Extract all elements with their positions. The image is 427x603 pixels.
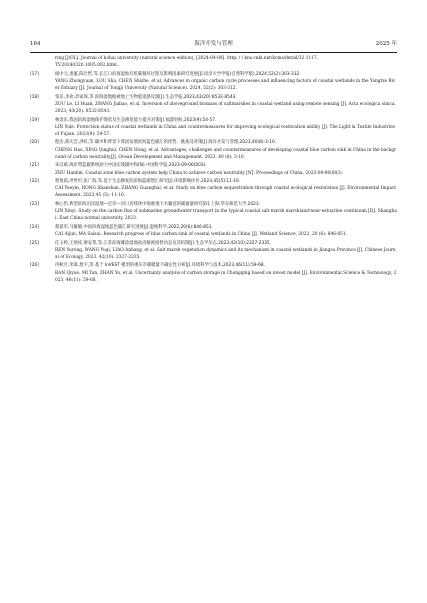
reference-entry: [30, 71, 397, 93]
reference-number: [23]: [30, 201, 39, 207]
reference-text-chinese: 林余乐.我国滨海湿地保护现状及生态修复能力提升对策[J].福建轻纺,2023(9):54-57.: [55, 117, 217, 123]
reference-number: [20]: [30, 140, 39, 146]
reference-entry: [30, 55, 397, 69]
running-header: [30, 40, 397, 50]
reference-number: [19]: [30, 117, 39, 123]
reference-text-english: CAI Aijun, MA Saisui. Research progress of blue carbon sink of coastal wetlands in China [J]. Wetland Science, 2022, 20 (6): 846-851.: [55, 232, 347, 238]
reference-number: [26]: [30, 263, 39, 269]
reference-text-chinese: 朱汉斌.海岸带蓝碳系统助力中国实现碳中和[N].中国科学报,2023-09-06(003).: [55, 163, 207, 169]
reference-entry: [30, 201, 397, 223]
reference-entry: [30, 117, 397, 139]
reference-text-english: LIN Yule. Protection status of coastal wetlands in China and countermeasures for improving ecological restoration ability [J]. The Light & Textile Industries of Fujian. 2023(9): 54-57.: [55, 124, 396, 137]
reference-entry: [30, 262, 397, 284]
reference-text-english: LIN Xinyi. Study on the carbon flux of submarine groundwater transport in the typical coastal salt marsh marshland-near-estuarine continuum [D]. Shanghai: East China normal university, 2023.: [55, 209, 397, 222]
reference-text-english: REN Yurong, WANG Yuqi, LIAO Anbang, et al. Salt marsh vegetation dynamics and its mechanism in coastal wetlands in Jiangsu Province [J]. Chinese Journal of Ecology, 2023, 42(10): 2327-2335.: [55, 247, 396, 260]
reference-text-english: YANG Zhongyuan, LOU Sha, CHEN Shizhe, et al. Advances in organic carbon cycle processes and influencing factors of coastal wetlands in the Yangtze River Estuary [J]. Journal of Tongji University (Natural Science). 2024, 52(2): 303-312.: [55, 78, 396, 92]
reference-number: [21]: [30, 163, 39, 169]
reference-entry: [30, 139, 397, 161]
reference-text-chinese: 蔡悦荫,洪世杉,张广海,等.基于生态修复的滨海蓝碳增汇研究[J].环境影响评价,2023,45(5):11-16.: [55, 179, 241, 185]
reference-number: [22]: [30, 179, 39, 185]
reference-text-chinese: 程浩,邢庆会,洪虹,等.碳中和背景下我国发展滨海蓝色碳汇的优势、挑战及对策[J].海洋开发与管理,2023,40(8):3-10.: [55, 140, 277, 146]
reference-text-english: CAI Yueyin, HONG Shanshan, ZHANG Guanghai, et al. Study on blue carbon sequestration through coastal ecological restoration [J]. Environmental Impact Assessment, 2023,45 (5): 11-16.: [55, 186, 397, 199]
reference-entry: [30, 162, 397, 176]
reference-entry: [30, 224, 397, 238]
reference-text-chinese: 邹乐,李欢,章家保,等.滨海湿地植被地上生物量遥感反演[J].生态学报,2023,43(20):8532-8543.: [55, 94, 237, 100]
reference-text-chinese: 林心怡.典型滨海沼泽湿地—近岸—河口连续体中海底地下水输送的碳通量研究[D].上海:华东师范大学,2023.: [55, 201, 260, 207]
reference-number: [24]: [30, 224, 39, 230]
header-year: 2025 年: [375, 41, 397, 47]
reference-text-english: RAN Qiyue, MI Tan, ZHAN Yu, et al. Uncertainty analysis of carbon storage in Chongqing based on invest model [J]. Environmental Science & Technology, 2023, 46(11): 59-68.: [55, 270, 397, 283]
reference-entry: [30, 240, 397, 262]
reference-text-chinese: 任玉婷,王炳祥,廖安邦,等.江苏滨海滩涂湿地盐沼植被演替动态及其机制[J].生态学杂志,2023,42(10):2327-2335.: [55, 240, 272, 246]
page-number: 164: [30, 41, 41, 47]
reference-number: [18]: [30, 94, 39, 100]
reference-number: [17]: [30, 71, 39, 77]
reference-entry: [30, 94, 397, 116]
reference-text-chinese: 冉秋月,米慕,詹宇,等.基于 InVEST 模型的重庆市碳储量不确定性分析[J].环境科学与技术,2023,46(11):59-68.: [55, 263, 265, 269]
journal-title: 海洋开发与管理: [194, 41, 233, 47]
reference-text-english: ZOU Le, LI Huan, ZHANG Jiabao, et al. Inversion of aboveground biomass of saltmarshes in coastal wetland using remote sensing [J]. Acta ecologica sinica, 2023, 43(20): 8532-8543.: [55, 101, 396, 115]
reference-text-english: ring [J/OL]. Journal of hohai university (natural science edition), [2024-04-08]. http: / / kns.cnki.net/kcms/detail/32.1117.: [55, 56, 319, 61]
reference-text-chinese: 蔡爱军,马敏敏.中国滨海湿地蓝色碳汇研究进展[J].湿地科学,2022,20(6):846-851.: [55, 224, 213, 230]
reference-text-english: TV.20240320.1005.002.html.: [55, 63, 118, 69]
reference-text-chinese: 杨中元,娄厦,陈仕哲,等.长江口滨海湿地有机碳循环过程及影响因素研究进展[J].同济大学学报(自然科学版),2024,52(2):303-312.: [55, 71, 301, 77]
reference-entry: [30, 178, 397, 200]
reference-text-english: ZHU Hanbin. Coastal zone blue carbon system help China to achieve carbon neutrality [N]. Proceedings of China, 2023-09-06(003).: [55, 170, 344, 176]
reference-text-english: CHENG Hao, XING Qinghui, CHEN Hong, et al. Advantages, challenges and countermeasures of developing coastal blue carbon sink in China in the background of carbon neutrality[J]. Ocean Development and Management, 2023, 40 (8): 3-10.: [55, 147, 397, 160]
reference-list: [30, 55, 397, 285]
header-rule: [30, 52, 397, 53]
reference-number: [25]: [30, 240, 39, 246]
